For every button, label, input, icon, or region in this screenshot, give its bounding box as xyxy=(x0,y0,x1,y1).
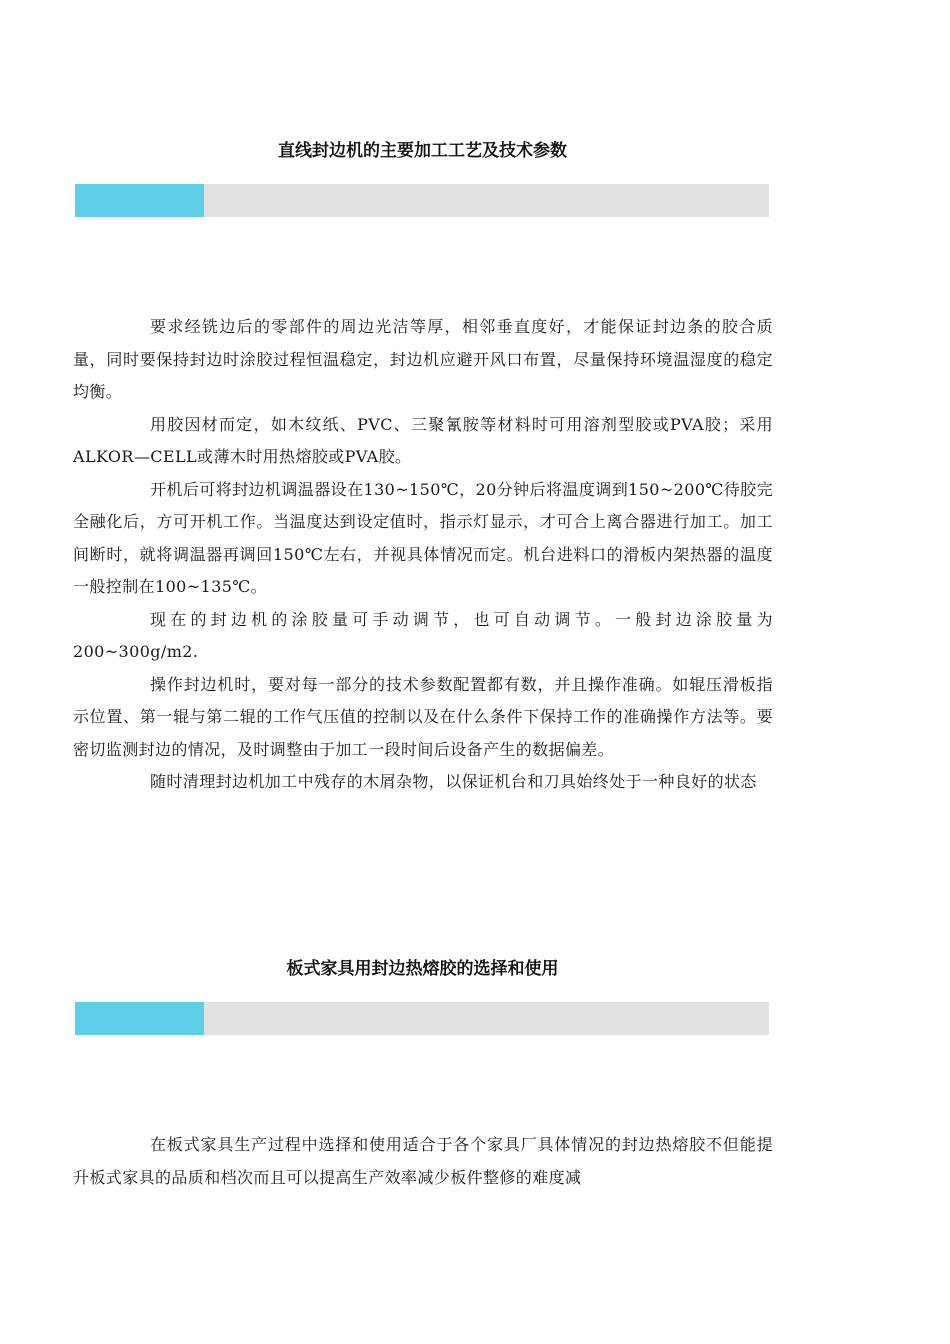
paragraph: 操作封边机时，要对每一部分的技术参数配置都有数，并且操作准确。如辊压滑板指示位置、第一辊与第二辊的工作气压值的控制以及在什么条件下保持工作的准确操作方法等。要密切监测封边的情况，及时调整由于加工一段时间后设备产生的数据偏差。 xyxy=(73,674,773,759)
section-2-title: 板式家具用封边热熔胶的选择和使用 xyxy=(286,959,559,979)
paragraph: 随时清理封边机加工中残存的木屑杂物，以保证机台和刀具始终处于一种良好的状态 xyxy=(150,772,757,791)
paragraph: 用胶因材而定，如木纹纸、PVC、三聚氰胺等材料时可用溶剂型胶或PVA胶；采用ALKOR—CELL或薄木时用热熔胶或PVA胶。 xyxy=(73,414,773,466)
section-1-divider-accent xyxy=(75,184,204,217)
paragraph: 开机后可将封边机调温器设在130~150℃，20分钟后将温度调到150~200℃待胶完全融化后，方可开机工作。当温度达到设定值时，指示灯显示，才可合上离合器进行加工。加工间断时，就将调温器再调回150℃左右，并视具体情况而定。机台进料口的滑板内架热器的温度一般控制在100~135℃。 xyxy=(73,479,773,596)
section-1-body xyxy=(73,311,773,799)
section-2-body xyxy=(73,1129,773,1194)
section-1-divider xyxy=(75,184,769,217)
section-2-divider-accent xyxy=(75,1002,204,1035)
paragraph: 要求经铣边后的零部件的周边光洁等厚，相邻垂直度好，才能保证封边条的胶合质量，同时要保持封边时涂胶过程恒温稳定，封边机应避开风口布置，尽量保持环境温湿度的稳定均衡。 xyxy=(73,317,773,401)
section-1-title: 直线封边机的主要加工工艺及技术参数 xyxy=(278,141,567,161)
paragraph: 在板式家具生产过程中选择和使用适合于各个家具厂具体情况的封边热熔胶不但能提升板式家具的品质和档次而且可以提高生产效率减少板件整修的难度减 xyxy=(73,1135,773,1187)
paragraph: 现在的封边机的涂胶量可手动调节，也可自动调节。一般封边涂胶量为200~300g/m2. xyxy=(73,609,773,661)
section-2-divider xyxy=(75,1002,769,1035)
